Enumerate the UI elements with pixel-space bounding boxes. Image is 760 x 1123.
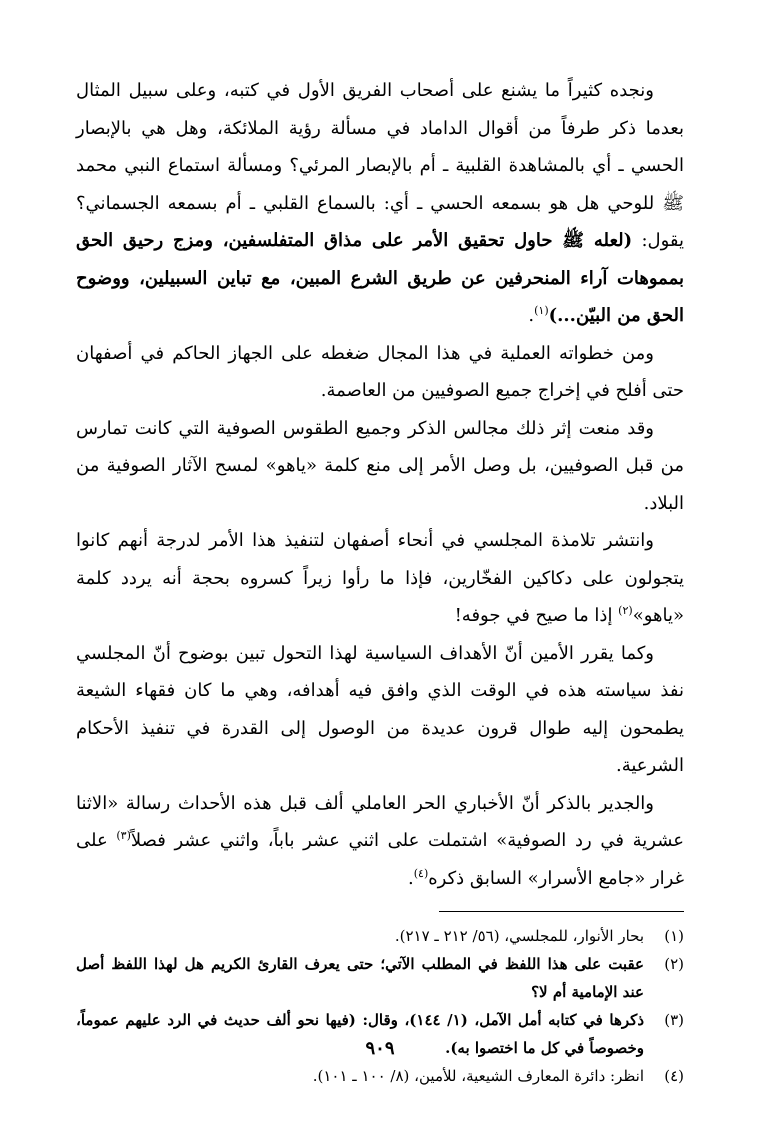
footnote-text: ذكرها في كتابه أمل الآمل، (١/ ١٤٤)، وقال: (فيها نحو ألف حديث في الرد عليهم عموماً، وخصوصاً في كل ما اختصوا به). (76, 1011, 644, 1057)
footnote-ref-2[interactable]: (٢) (618, 604, 633, 617)
paragraph-5: وكما يقرر الأمين أنّ الأهداف السياسية لهذا التحول تبين بوضوح أنّ المجلسي نفذ سياسته هذه في الوقت الذي وافق فيه أهدافه، وهي ما كان فقهاء الشيعة يطمحون إليه طوال قرون عديدة من الوصول إلى القدرة في تنفيذ الأحكام الشرعية. (76, 642, 684, 776)
paragraph-4-end: إذا ما صيح في جوفه! (454, 605, 619, 626)
page-body (76, 72, 685, 1085)
paragraph-6 (76, 785, 684, 898)
paragraph-1-end: . (528, 305, 535, 326)
footnote-number: (١) (664, 927, 684, 945)
paragraph-4-text: وانتشر تلامذة المجلسي في أنحاء أصفهان لتنفيذ هذا الأمر لدرجة أنهم كانوا يتجولون على دكاكين الفخّارين، فإذا ما رأوا زيراً كسروه بحجة أنه يردد كلمة «ياهو» (76, 530, 684, 626)
footnote-text: بحار الأنوار، للمجلسي، (٥٦/ ٢١٢ ـ ٢١٧). (394, 927, 644, 945)
paragraph-6-end: . (407, 867, 414, 889)
footnote-number: (٤) (664, 1067, 684, 1085)
footnote-ref-1[interactable]: (١) (534, 304, 549, 317)
paragraph-1 (76, 72, 684, 335)
footnote-ref-3[interactable]: (٣) (116, 829, 131, 842)
page-number: ٩٠٩ (365, 1038, 395, 1059)
footnote-1 (76, 922, 684, 950)
quote-text: (لعله ﷺ حاول تحقيق الأمر على مذاق المتفلسفين، ومزج رحيق الحق بمموهات آراء المنحرفين عن طريق الشرع المبين، مع تباين السبيلين، ووضوح الحق من البيّن...) (76, 230, 684, 326)
paragraph-6-middle: على غرار «جامع الأسرار» السابق ذكره (76, 830, 684, 889)
footnote-text: انظر: دائرة المعارف الشيعية، للأمين، (٨/ ١٠٠ ـ ١٠١). (312, 1067, 644, 1085)
footnote-4 (76, 1062, 684, 1090)
paragraph-6-text: والجدير بالذكر أنّ الأخباري الحر العاملي ألف قبل هذه الأحداث رسالة «الاثنا عشرية في رد الصوفية» اشتملت على اثني عشر باباً، واثني عشر فصلاً (76, 792, 684, 851)
paragraph-3: وقد منعت إثر ذلك مجالس الذكر وجميع الطقوس الصوفية التي كانت تمارس من قبل الصوفيين، بل وصل الأمر إلى منع كلمة «ياهو» لمسح الآثار الصوفية من البلاد. (76, 417, 684, 514)
paragraph-4 (76, 522, 684, 635)
paragraph-1-text: ونجده كثيراً ما يشنع على أصحاب الفريق الأول في كتبه، وعلى سبيل المثال بعدما ذكر طرفاً من أقوال الداماد في مسألة رؤية الملائكة، وهل هي بالإبصار الحسي ـ أي بالمشاهدة القلبية ـ أم بالإبصار المرئي؟ ومسألة استماع النبي محمد ﷺ للوحي هل هو بسمعه الحسي ـ أي: بالسماع القلبي ـ أم بسمعه الجسماني؟ يقول: (76, 80, 685, 251)
footnote-number: (٢) (664, 955, 684, 973)
footnote-text: عقبت على هذا اللفظ في المطلب الآتي؛ حتى يعرف القارئ الكريم هل لهذا اللفظ أصل عند الإمامية أم لا؟ (76, 955, 644, 1001)
footnote-ref-4[interactable]: (٤) (413, 866, 429, 880)
footnote-number: (٣) (664, 1011, 684, 1029)
footnote-divider (439, 911, 684, 912)
paragraph-2: ومن خطواته العملية في هذا المجال ضغطه على الجهاز الحاكم في أصفهان حتى أفلح في إخراج جميع الصوفيين من العاصمة. (76, 342, 684, 401)
footnote-2 (76, 950, 684, 1006)
